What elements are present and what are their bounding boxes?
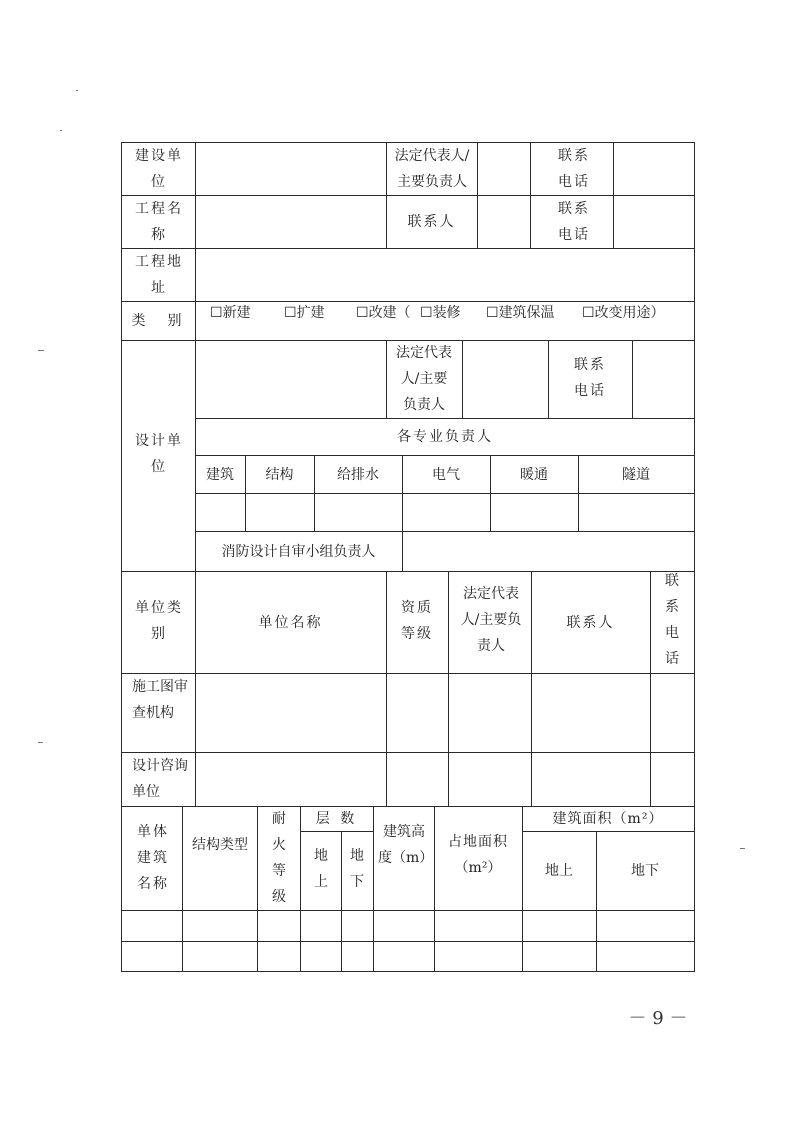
discipline-electrical: 电气 <box>432 466 460 483</box>
building-area-header: 建筑面积（m²） <box>552 810 664 827</box>
col-divider <box>632 340 633 418</box>
qualification-header: 资质等级 <box>401 600 433 642</box>
checkbox-icon: ☐ <box>210 305 223 321</box>
table-border-right <box>694 142 695 971</box>
unit-phone-header: 联系电话 <box>665 573 679 667</box>
category-decoration[interactable] <box>420 303 461 323</box>
category-option: 装修 <box>432 305 461 321</box>
floors-above-header: 地上 <box>314 848 328 890</box>
legal-rep-label: 法定代表人/主要负责人 <box>394 148 470 190</box>
category-option: 改建（ <box>368 305 411 321</box>
phone-label: 联系电话 <box>558 148 590 190</box>
footprint-header: 占地面积 <box>448 834 508 850</box>
discipline-hvac: 暖通 <box>520 466 548 483</box>
col-divider <box>386 571 387 806</box>
col-divider <box>548 340 549 418</box>
discipline-plumbing: 给排水 <box>337 466 379 483</box>
col-divider <box>613 142 614 248</box>
checkbox-icon: ☐ <box>486 305 499 321</box>
category-change-use[interactable] <box>582 303 665 323</box>
col-divider <box>530 142 531 248</box>
phone-input[interactable] <box>615 144 693 194</box>
category-rebuild[interactable] <box>356 303 411 323</box>
scan-mark <box>38 350 44 351</box>
col-divider <box>650 571 651 806</box>
discipline-input[interactable] <box>247 495 313 530</box>
height-header: 建筑高度（m） <box>378 824 434 866</box>
col-divider <box>402 531 403 571</box>
design-legal-rep-input[interactable] <box>464 342 547 417</box>
scan-mark <box>60 130 62 131</box>
project-address-input[interactable] <box>197 250 693 300</box>
table-border-bottom <box>121 971 695 972</box>
design-unit-label: 设计单位 <box>135 433 183 475</box>
fire-review-lead-input[interactable] <box>404 533 693 570</box>
legal-rep-input[interactable] <box>479 144 529 194</box>
consulting-unit-input[interactable] <box>197 754 385 805</box>
category-new[interactable] <box>210 303 251 323</box>
fire-review-lead-label: 消防设计自审小组负责人 <box>221 543 376 560</box>
contact-label: 联系人 <box>407 214 456 230</box>
discipline-input[interactable] <box>316 495 401 530</box>
design-unit-input[interactable] <box>197 342 385 417</box>
row-divider <box>121 248 695 249</box>
project-name-label: 工程名称 <box>135 201 183 243</box>
row-divider <box>121 301 695 302</box>
col-divider <box>448 571 449 806</box>
specialty-heads-label: 各专业负责人 <box>397 429 493 445</box>
category-option: 新建 <box>222 305 251 321</box>
construction-unit-label: 建设单位 <box>135 148 183 190</box>
category-option: 建筑保温 <box>498 305 555 321</box>
unit-category-header: 单位类别 <box>135 600 183 642</box>
table-row[interactable] <box>123 943 693 970</box>
checkbox-icon: ☐ <box>284 305 297 321</box>
discipline-tunnel: 隧道 <box>622 466 650 483</box>
scan-mark <box>38 742 43 743</box>
row-divider <box>121 673 695 674</box>
footprint-unit: （m²） <box>454 860 502 876</box>
scan-mark <box>740 848 745 849</box>
scan-mark <box>76 90 78 91</box>
row-divider <box>195 493 695 494</box>
area-below-header: 地下 <box>631 863 659 879</box>
category-option: 改变用途） <box>594 305 665 321</box>
col-divider <box>462 340 463 418</box>
discipline-architecture: 建筑 <box>206 466 234 483</box>
contact-input[interactable] <box>479 197 529 247</box>
review-agency-label: 施工图审查机构 <box>132 679 188 721</box>
category-expand[interactable] <box>284 303 325 323</box>
table-row[interactable] <box>123 912 693 940</box>
category-option: 扩建 <box>296 305 325 321</box>
col-divider <box>477 142 478 248</box>
review-agency-input[interactable] <box>197 675 385 751</box>
checkbox-icon: ☐ <box>582 305 595 321</box>
discipline-input[interactable] <box>580 495 693 530</box>
building-name-header: 单体建筑名称 <box>137 824 169 892</box>
project-phone-input[interactable] <box>615 197 693 247</box>
area-above-header: 地上 <box>545 863 573 879</box>
row-divider <box>121 941 695 942</box>
unit-name-header: 单位名称 <box>258 614 323 631</box>
row-divider <box>121 910 695 911</box>
construction-unit-input[interactable] <box>197 144 385 194</box>
discipline-structure: 结构 <box>265 466 294 483</box>
project-address-label: 工程地址 <box>135 254 183 296</box>
floors-header: 层 数 <box>315 810 358 827</box>
category-label: 类 别 <box>131 313 186 329</box>
col-divider <box>386 340 387 418</box>
checkbox-icon: ☐ <box>356 305 369 321</box>
page-number: － 9 － <box>628 1008 688 1029</box>
design-legal-rep-label: 法定代表人/主要负责人 <box>396 345 452 413</box>
consulting-unit-label: 设计咨询单位 <box>132 758 188 800</box>
checkbox-icon: ☐ <box>420 305 433 321</box>
discipline-input[interactable] <box>492 495 577 530</box>
project-phone-label: 联系电话 <box>558 201 590 243</box>
unit-legal-rep-header: 法定代表人/主要负责人 <box>460 586 522 654</box>
design-phone-input[interactable] <box>634 342 693 417</box>
floors-below-header: 地下 <box>350 848 364 890</box>
discipline-input[interactable] <box>404 495 489 530</box>
project-name-input[interactable] <box>197 197 385 247</box>
discipline-input[interactable] <box>197 495 244 530</box>
structure-type-header: 结构类型 <box>192 837 248 853</box>
row-divider <box>121 752 695 753</box>
category-insulation[interactable] <box>486 303 555 323</box>
table-border-left <box>121 142 122 971</box>
fire-rating-header: 耐火等级 <box>272 811 286 905</box>
unit-contact-header: 联系人 <box>566 614 615 631</box>
design-phone-label: 联系电话 <box>574 357 606 399</box>
